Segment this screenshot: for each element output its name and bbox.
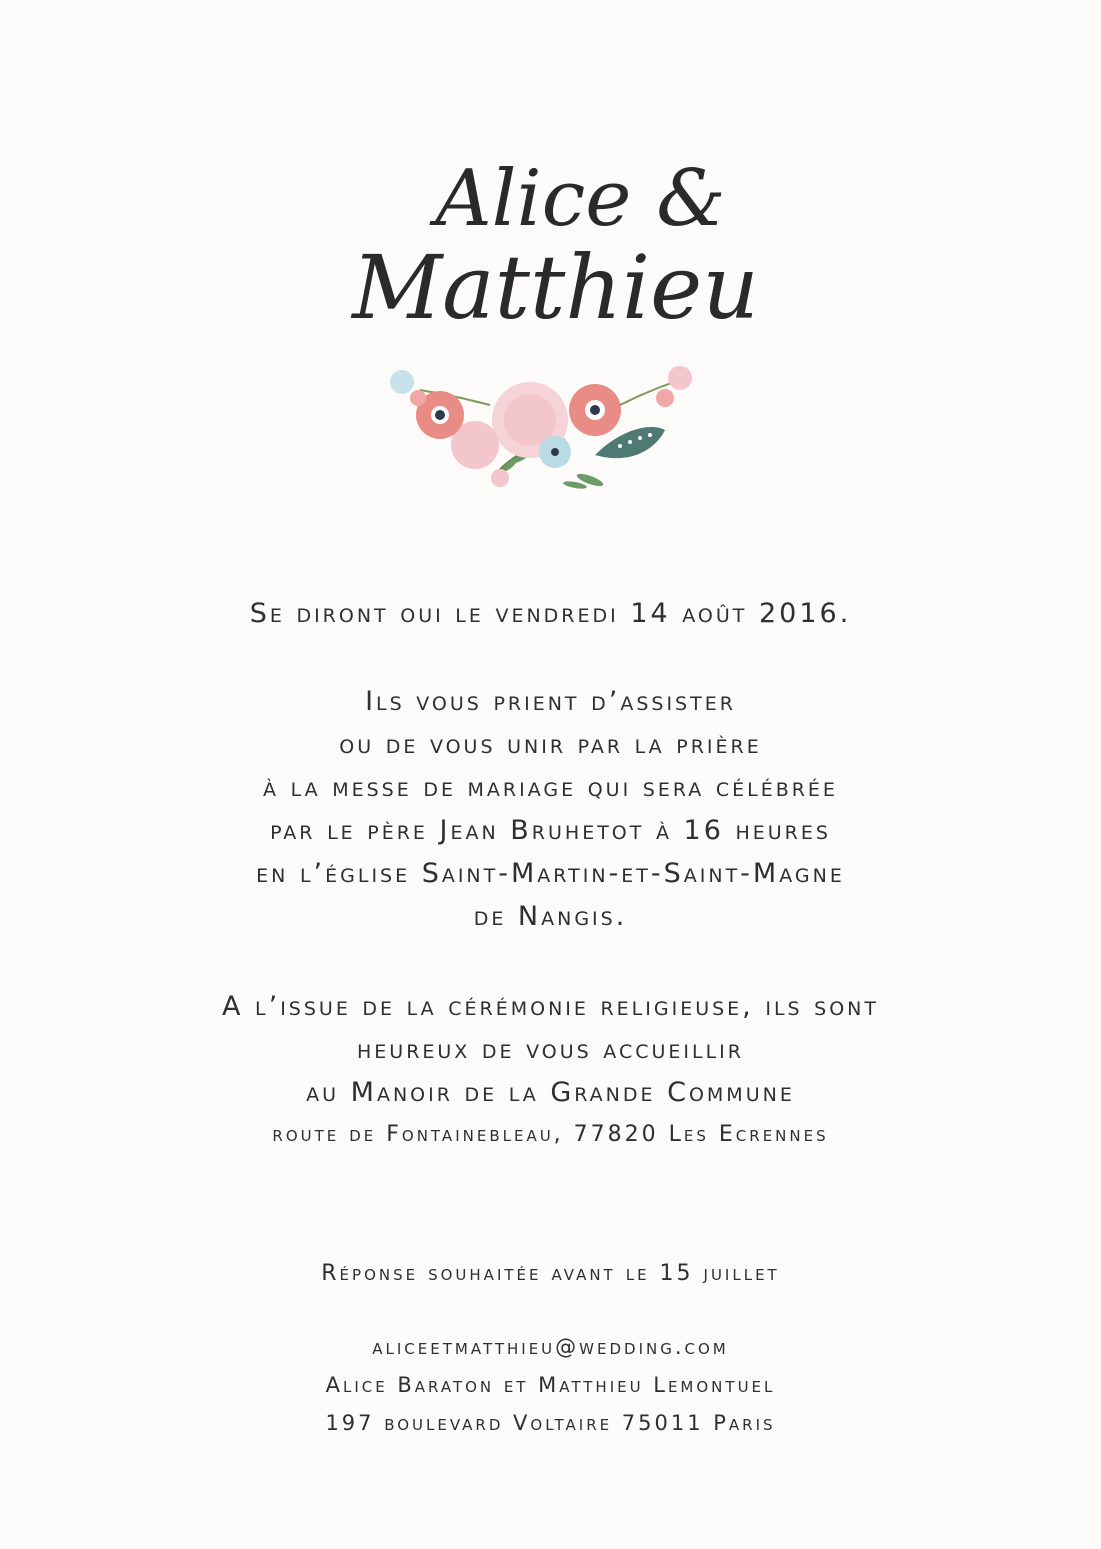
reception-line: au Manoir de la Grande Commune: [306, 1077, 795, 1108]
rsvp-text: Réponse souhaitée avant le 15 juillet: [321, 1261, 780, 1286]
reception-address: [0, 1117, 1101, 1153]
floral-bouquet-icon: [380, 360, 700, 495]
couple-names: [0, 154, 1101, 339]
date-text: Se diront oui le vendredi 14 août 2016.: [249, 598, 852, 629]
contact-block: [0, 1328, 1101, 1442]
contact-address: 197 boulevard Voltaire 75011 Paris: [325, 1411, 776, 1435]
couple-name-line-2: Matthieu: [352, 236, 759, 339]
date-line: [0, 592, 1101, 635]
reception-address-text: route de Fontainebleau, 77820 Les Ecrennes: [272, 1122, 829, 1147]
couple-name-line-1: Alice &: [435, 154, 726, 244]
ceremony-line: en l’église Saint-Martin-et-Saint-Magne: [256, 858, 845, 889]
ceremony-line: à la messe de mariage qui sera célébrée: [263, 772, 838, 803]
contact-email: aliceetmatthieu@wedding.com: [372, 1335, 729, 1359]
ceremony-line: ou de vous unir par la prière: [339, 729, 762, 760]
ceremony-block: [0, 680, 1101, 938]
ceremony-line: par le père Jean Bruhetot à 16 heures: [270, 815, 831, 846]
reception-line: A l’issue de la cérémonie religieuse, ils sont: [221, 991, 880, 1022]
rsvp-line: [0, 1256, 1101, 1292]
contact-names: Alice Baraton et Matthieu Lemontuel: [325, 1373, 776, 1397]
reception-line: heureux de vous accueillir: [357, 1034, 744, 1065]
ceremony-line: de Nangis.: [473, 901, 628, 932]
reception-block: [0, 985, 1101, 1114]
ceremony-line: Ils vous prient d’assister: [365, 686, 736, 717]
